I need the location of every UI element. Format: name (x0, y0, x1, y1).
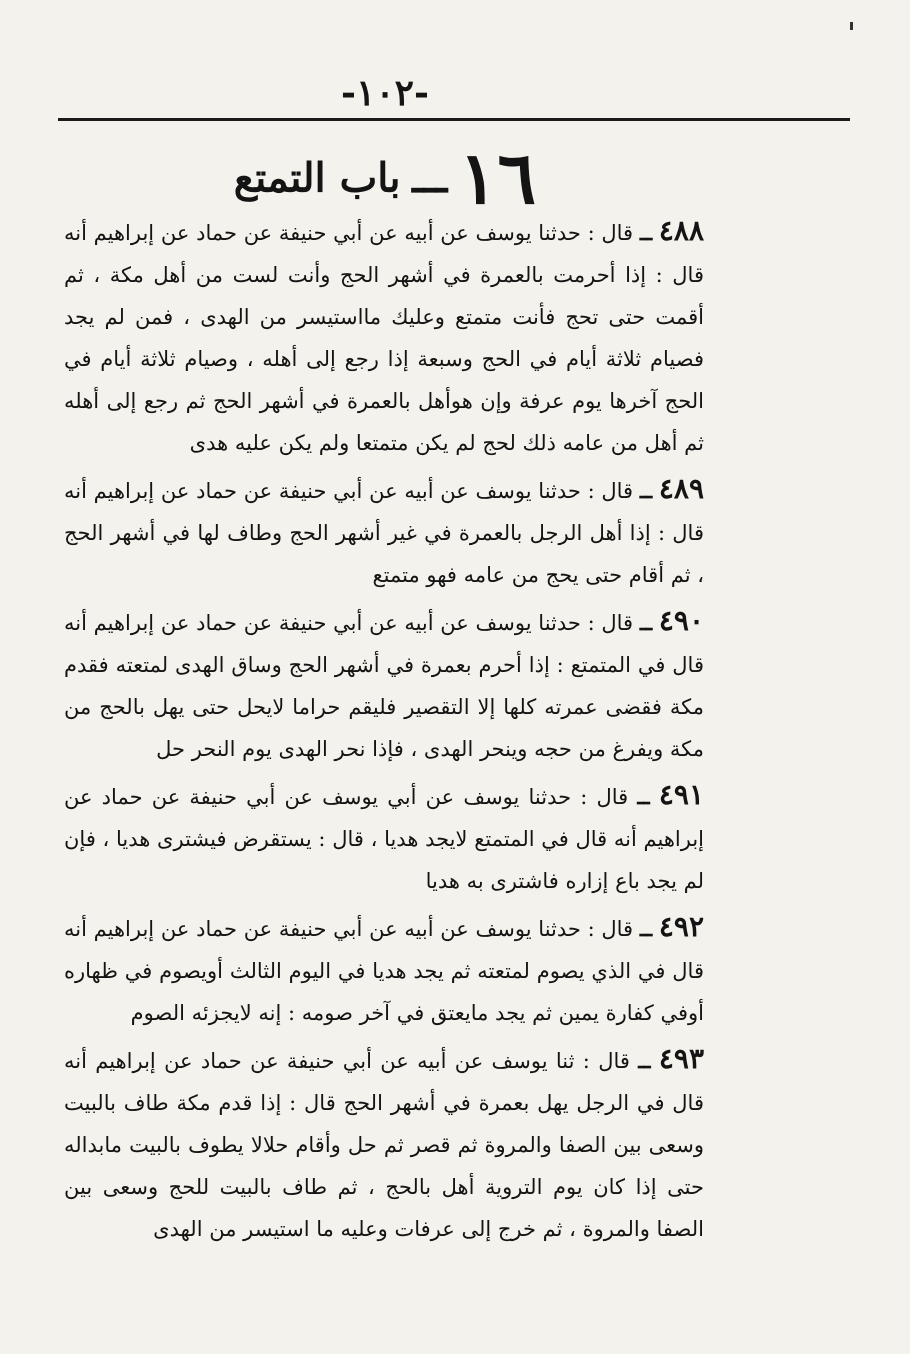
hadith-text: قال : حدثنا يوسف عن أبي يوسف عن أبي حنيفة عن حماد عن إبراهيم أنه قال في المتمتع لايجد هديا ، قال : يستقرض فيشترى هديا ، فإن لم يجد باع إزاره فاشترى به هديا (64, 785, 704, 893)
scan-speck (850, 22, 853, 30)
hadith-separator: ــ (639, 610, 653, 635)
hadith-number: ٤٨٨ (658, 214, 704, 247)
hadith-number: ٤٩٣ (658, 1042, 704, 1075)
page-number: -١٠٢- (341, 72, 429, 114)
hadith-paragraph (64, 774, 704, 902)
hadith-separator: ــ (639, 916, 653, 941)
body-text (64, 210, 704, 1250)
hadith-text: قال : ثنا يوسف عن أبيه عن أبي حنيفة عن حماد عن إبراهيم أنه قال في الرجل يهل بعمرة في أشهر الحج قال : إذا قدم مكة طاف بالبيت وسعى بين الصفا والمروة ثم قصر ثم حل وأقام حلالا يطوف بالبيت مابداله حتى إذا كان يوم التروية أهل بالحج ، ثم طاف بالبيت للحج وسعى بين الصفا والمروة ، ثم خرج إلى عرفات وعليه ما استيسر من الهدى (64, 1049, 704, 1241)
hadith-text: قال : حدثنا يوسف عن أبيه عن أبي حنيفة عن حماد عن إبراهيم أنه قال في المتمتع : إذا أحرم بعمرة في أشهر الحج وساق الهدى لمتعته فقدم مكة فقضى عمرته كلها إلا التقصير فليقم حراما لايحل حتى يهل بالحج من مكة ويفرغ من حجه وينحر الهدى ، فإذا نحر الهدى يوم النحر حل (64, 611, 704, 761)
hadith-separator: ــ (637, 784, 650, 809)
hadith-text: قال : حدثنا يوسف عن أبيه عن أبي حنيفة عن حماد عن إبراهيم أنه قال : إذا أحرمت بالعمرة في أشهر الحج وأنت لست من أهل مكة ، ثم أقمت حتى تحج فأنت متمتع وعليك مااستيسر من الهدى ، فمن لم يجد فصيام ثلاثة أيام في الحج وسبعة إذا رجع إلى أهله ، وصيام ثلاثة أيام في الحج آخرها يوم عرفة وإن هوأهل بالعمرة في أشهر الحج ثم رجع إلى أهله ثم أهل من عامه ذلك لحج لم يكن متمتعا ولم يكن عليه هدى (64, 221, 704, 455)
chapter-dash: ـــ (412, 154, 448, 202)
chapter-number: ١٦ (458, 135, 537, 220)
hadith-number: ٤٩٠ (658, 604, 704, 637)
chapter-title: باب التمتع (233, 154, 401, 202)
hadith-paragraph (64, 1038, 704, 1250)
hadith-separator: ــ (638, 1048, 651, 1073)
hadith-paragraph (64, 210, 704, 464)
hadith-separator: ــ (639, 220, 653, 245)
header-rule (58, 118, 850, 121)
hadith-paragraph (64, 600, 704, 770)
hadith-paragraph (64, 468, 704, 596)
hadith-text: قال : حدثنا يوسف عن أبيه عن أبي حنيفة عن حماد عن إبراهيم أنه قال : إذا أهل الرجل بالعمرة في غير أشهر الحج وطاف لها في أشهر الحج ، ثم أقام حتى يحج من عامه فهو متمتع (64, 479, 704, 587)
hadith-number: ٤٨٩ (658, 472, 704, 505)
hadith-paragraph (64, 906, 704, 1034)
chapter-heading (0, 135, 770, 220)
hadith-text: قال : حدثنا يوسف عن أبيه عن أبي حنيفة عن حماد عن إبراهيم أنه قال في الذي يصوم لمتعته ثم يجد هديا في اليوم الثالث أويصوم في ظهاره أوفي كفارة يمين ثم يجد مايعتق في آخر صومه : إنه لايجزئه الصوم (64, 917, 704, 1025)
hadith-separator: ــ (639, 478, 653, 503)
hadith-number: ٤٩٢ (658, 910, 704, 943)
hadith-number: ٤٩١ (658, 778, 704, 811)
